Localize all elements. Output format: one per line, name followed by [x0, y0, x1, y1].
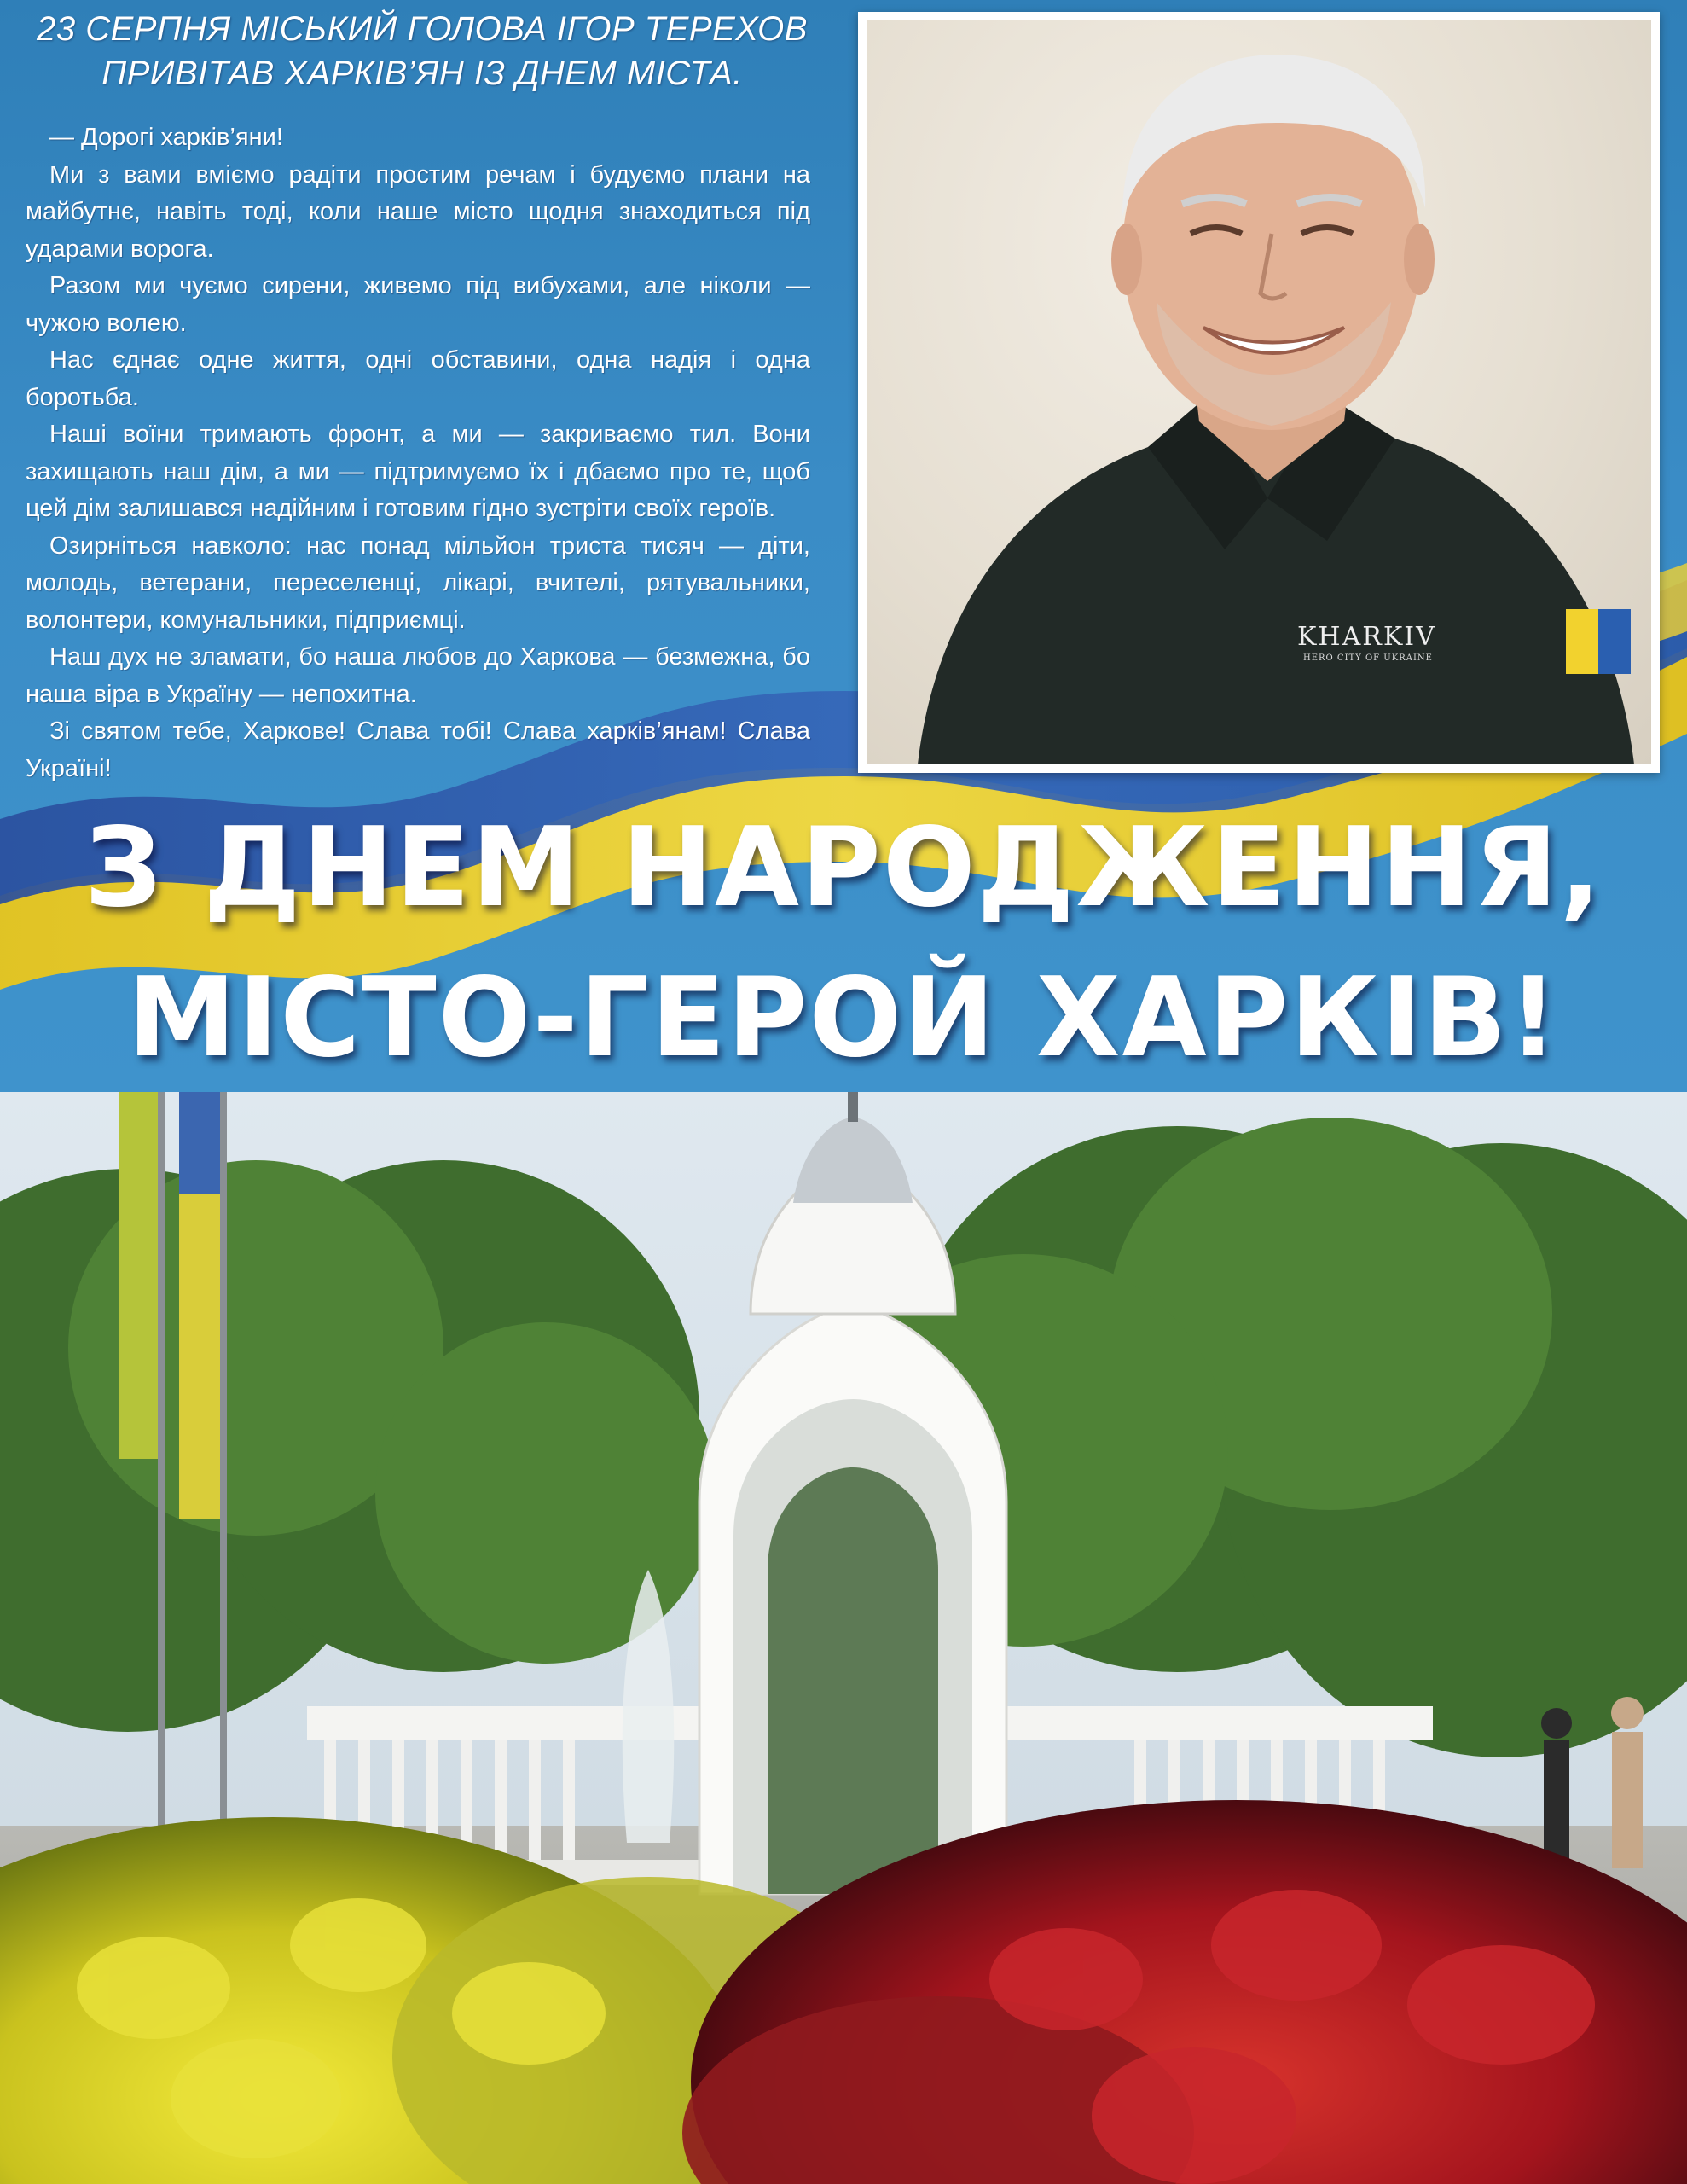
headline — [0, 793, 1687, 1092]
shirt-logo: KHARKIV — [1297, 622, 1436, 652]
headline-line-2: МІСТО-ГЕРОЙ ХАРКІВ! — [127, 955, 1560, 1082]
paragraph: — Дорогі харків’яни! — [49, 124, 283, 151]
park-illustration — [0, 1092, 1687, 2184]
heading-line-2: ПРИВІТАВ ХАРКІВ’ЯН ІЗ ДНЕМ МІСТА. — [101, 55, 743, 92]
paragraph: Наші воїни тримають фронт, а ми — закриваємо тил. Вони захищають наш дім, а ми — підтримуємо їх і дбаємо про те, щоб цей дім залишався надійним і готовим гідно зустріти своїх героїв. — [26, 421, 810, 522]
paragraph: Нас єднає одне життя, одні обставини, одна надія і одна боротьба. — [26, 346, 810, 411]
mayor-portrait — [858, 12, 1660, 773]
shirt-tagline: HERO CITY OF UKRAINE — [1303, 653, 1433, 663]
portrait-illustration — [867, 20, 1651, 764]
portrait-photo — [867, 20, 1651, 764]
paragraph: Разом ми чуємо сирени, живемо під вибухами, але ніколи — чужою волею. — [26, 272, 810, 337]
paragraph: Зі святом тебе, Харкове! Слава тобі! Слава харків’янам! Слава Україні! — [26, 717, 810, 782]
park-photo — [0, 1092, 1687, 2184]
paragraph: Озирніться навколо: нас понад мільйон триста тисяч — діти, молодь, ветерани, переселенці, лікарі, вчителі, рятувальники, волонтери, комунальники, підприємці. — [26, 531, 810, 634]
greeting-text — [26, 119, 810, 787]
paragraph: Ми з вами вміємо радіти простим речам і будуємо плани на майбутнє, навіть тоді, коли наше місто щодня знаходиться під ударами ворога. — [26, 160, 810, 263]
headline-line-1: З ДНЕМ НАРОДЖЕННЯ, — [84, 804, 1603, 932]
heading-line-1: 23 СЕРПНЯ МІСЬКИЙ ГОЛОВА ІГОР ТЕРЕХОВ — [37, 10, 808, 48]
paragraph: Наш дух не зламати, бо наша любов до Харкова — безмежна, бо наша віра в Україну — непохитна. — [26, 643, 810, 708]
article-heading — [0, 7, 844, 96]
